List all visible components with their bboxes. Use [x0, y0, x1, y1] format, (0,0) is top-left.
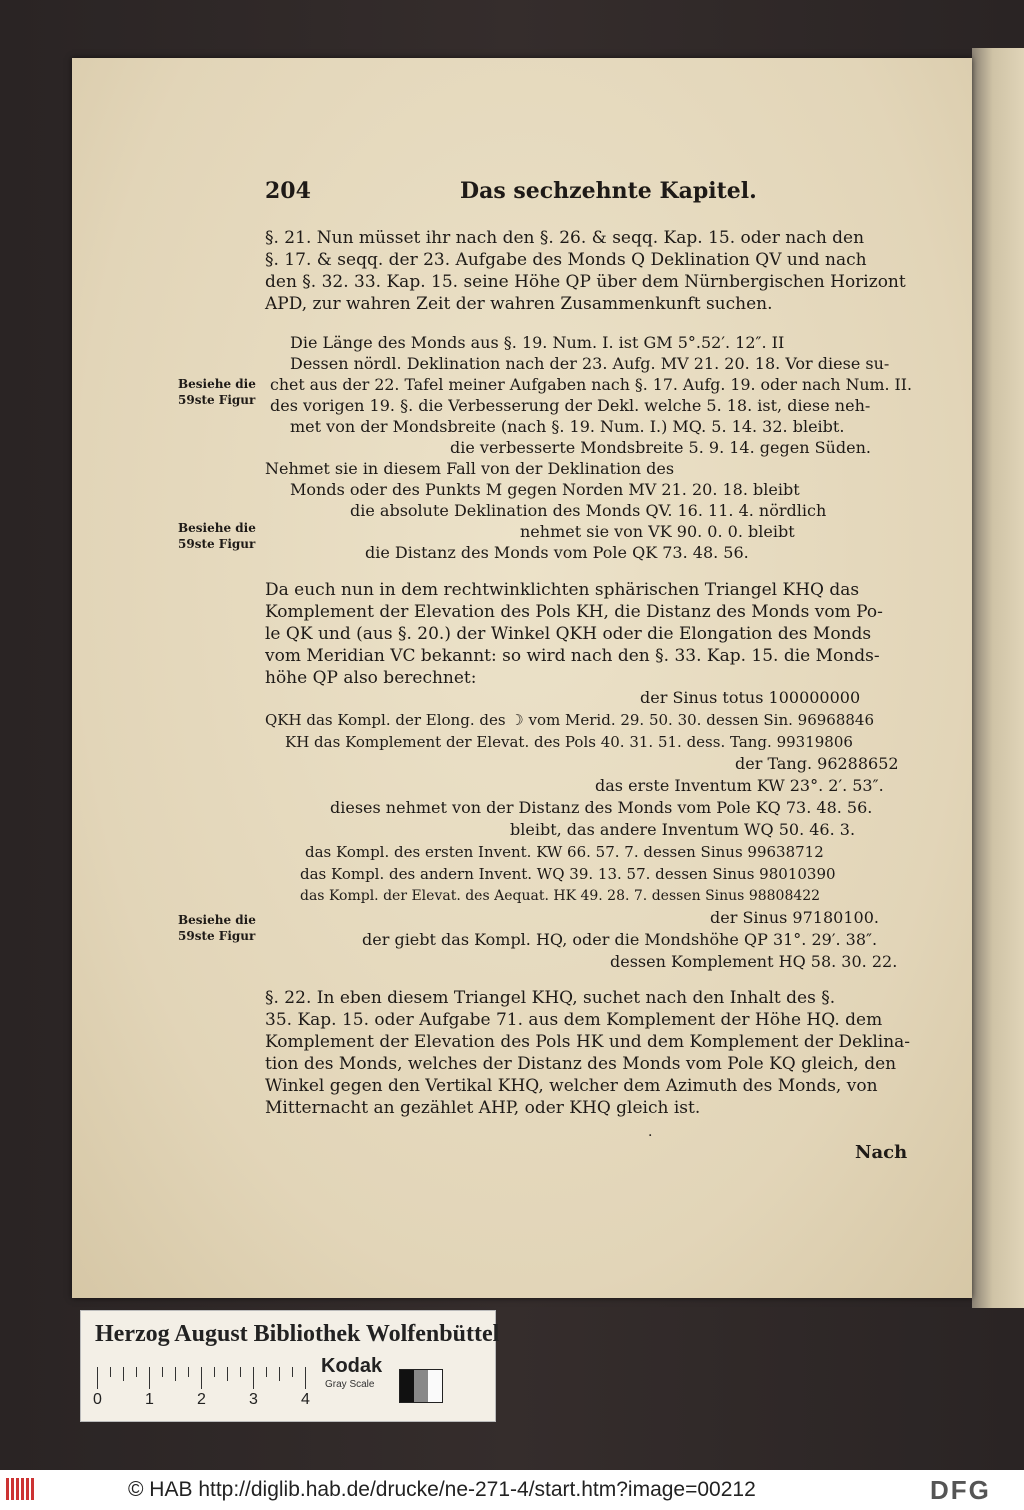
ruler-tick — [279, 1367, 280, 1381]
text-line: Komplement der Elevation des Pols HK und dem Komplement der Deklina- — [265, 1032, 911, 1052]
copyright-link[interactable]: © HAB http://diglib.hab.de/drucke/ne-271-4/start.htm?image=00212 — [128, 1478, 756, 1501]
calc-line: das Kompl. der Elevat. des Aequat. HK 49. 28. 7. dessen Sinus 98808422 — [300, 888, 821, 904]
swatch-gray — [414, 1370, 428, 1402]
margin-note: Besiehe die 59ste Figur — [178, 521, 256, 551]
ruler-tick — [123, 1367, 124, 1381]
ruler-tick — [201, 1367, 202, 1389]
adjacent-page-edge — [972, 48, 1024, 1308]
calc-line: nehmet sie von VK 90. 0. 0. bleibt — [520, 522, 795, 541]
catchword: Nach — [855, 1142, 908, 1163]
text-line: höhe QP also berechnet: — [265, 668, 477, 688]
text-line: Komplement der Elevation des Pols KH, die Distanz des Monds vom Po- — [265, 602, 883, 622]
swatch-white — [428, 1370, 442, 1402]
text-line: Da euch nun in dem rechtwinklichten sphärischen Triangel KHQ das — [265, 580, 860, 600]
ruler-tick — [97, 1367, 98, 1389]
ruler-number: 0 — [93, 1391, 102, 1408]
calc-line: das Kompl. des andern Invent. WQ 39. 13. 57. dessen Sinus 98010390 — [300, 865, 836, 883]
calc-line: Nehmet sie in diesem Fall von der Deklination des — [265, 459, 675, 478]
scale-ruler — [93, 1367, 310, 1408]
calc-line: der Sinus 97180100. — [710, 908, 879, 927]
library-label-card — [80, 1310, 500, 1422]
calc-line: Die Länge des Monds aus §. 19. Num. I. ist GM 5°.52′. 12″. II — [290, 333, 785, 352]
calc-line: die absolute Deklination des Monds QV. 16. 11. 4. nördlich — [350, 501, 827, 520]
calc-line: KH das Komplement der Elevat. des Pols 40. 31. 51. dess. Tang. 99319806 — [285, 733, 853, 751]
calc-line: met von der Mondsbreite (nach §. 19. Num. I.) MQ. 5. 14. 32. bleibt. — [290, 417, 845, 436]
library-name: Herzog August Bibliothek Wolfenbüttel — [95, 1321, 500, 1347]
ruler-tick — [227, 1367, 228, 1381]
footer-bar — [0, 1470, 1024, 1510]
ruler-tick — [305, 1367, 306, 1389]
text-line: §. 17. & seqq. der 23. Aufgabe des Monds Q Deklination QV und nach — [265, 250, 867, 270]
ink-dot: · — [648, 1128, 653, 1144]
chapter-title: Das sechzehnte Kapitel. — [460, 178, 757, 204]
text-line: APD, zur wahren Zeit der wahren Zusammenkunft suchen. — [265, 294, 773, 314]
text-line: den §. 32. 33. Kap. 15. seine Höhe QP über dem Nürnbergischen Horizont — [265, 272, 906, 292]
text-line: §. 21. Nun müsset ihr nach den §. 26. & seqq. Kap. 15. oder nach den — [265, 228, 865, 248]
text-line: Mitternacht an gezählet AHP, oder KHQ gleich ist. — [265, 1098, 701, 1118]
ruler-number: 4 — [301, 1391, 310, 1408]
dfg-logo: DFG — [930, 1475, 991, 1505]
calc-line: dieses nehmet von der Distanz des Monds vom Pole KQ 73. 48. 56. — [330, 798, 873, 817]
swatch-black — [400, 1370, 414, 1402]
calc-line: der giebt das Kompl. HQ, oder die Mondshöhe QP 31°. 29′. 38″. — [362, 930, 878, 949]
text-line: le QK und (aus §. 20.) der Winkel QKH oder die Elongation des Monds — [265, 624, 872, 644]
ruler-tick — [214, 1367, 215, 1377]
calc-line: der Sinus totus 100000000 — [640, 688, 861, 707]
calc-line: des vorigen 19. §. die Verbesserung der Dekl. welche 5. 18. ist, diese neh- — [270, 396, 871, 415]
gray-scale-swatches — [399, 1369, 443, 1403]
page-number: 204 — [265, 178, 311, 204]
text-line: tion des Monds, welches der Distanz des Monds vom Pole KQ gleich, den — [265, 1054, 897, 1074]
ruler-number: 3 — [249, 1391, 258, 1408]
calc-line: QKH das Kompl. der Elong. des ☽ vom Merid. 29. 50. 30. dessen Sin. 96968846 — [265, 711, 875, 729]
text-line: 35. Kap. 15. oder Aufgabe 71. aus dem Komplement der Höhe HQ. dem — [265, 1010, 883, 1030]
calc-line: Dessen nördl. Deklination nach der 23. Aufg. MV 21. 20. 18. Vor diese su- — [290, 354, 890, 373]
calc-line: die verbesserte Mondsbreite 5. 9. 14. gegen Süden. — [450, 438, 871, 457]
ruler-tick — [240, 1367, 241, 1377]
margin-note: Besiehe die 59ste Figur — [178, 377, 256, 407]
ruler-tick — [292, 1367, 293, 1377]
ruler-tick — [162, 1367, 163, 1377]
margin-note: Besiehe die 59ste Figur — [178, 913, 256, 943]
calc-line: Monds oder des Punkts M gegen Norden MV 21. 20. 18. bleibt — [290, 480, 800, 499]
ruler-tick — [110, 1367, 111, 1377]
ruler-tick — [175, 1367, 176, 1381]
ruler-tick — [149, 1367, 150, 1389]
ruler-tick — [253, 1367, 254, 1389]
ruler-number: 1 — [145, 1391, 154, 1408]
calc-line: das Kompl. des ersten Invent. KW 66. 57. 7. dessen Sinus 99638712 — [305, 843, 824, 861]
ruler-tick — [266, 1367, 267, 1377]
library-logo-icon — [6, 1478, 34, 1500]
ruler-tick — [188, 1367, 189, 1377]
text-line: Winkel gegen den Vertikal KHQ, welcher dem Azimuth des Monds, von — [265, 1076, 878, 1096]
calc-line: chet aus der 22. Tafel meiner Aufgaben nach §. 17. Aufg. 19. oder nach Num. II. — [270, 375, 913, 394]
ruler-tick — [136, 1367, 137, 1377]
calc-line: der Tang. 96288652 — [735, 754, 899, 773]
calc-line: das erste Inventum KW 23°. 2′. 53″. — [595, 776, 884, 795]
calc-line: dessen Komplement HQ 58. 30. 22. — [610, 952, 898, 971]
calc-line: die Distanz des Monds vom Pole QK 73. 48. 56. — [365, 543, 749, 562]
calc-line: bleibt, das andere Inventum WQ 50. 46. 3. — [510, 820, 856, 839]
text-line: §. 22. In eben diesem Triangel KHQ, suchet nach den Inhalt des §. — [265, 988, 836, 1008]
ruler-number: 2 — [197, 1391, 206, 1408]
kodak-brand: Kodak — [321, 1355, 383, 1377]
gray-scale-label: Gray Scale — [325, 1379, 375, 1390]
text-line: vom Meridian VC bekannt: so wird nach den §. 33. Kap. 15. die Monds- — [265, 646, 880, 666]
